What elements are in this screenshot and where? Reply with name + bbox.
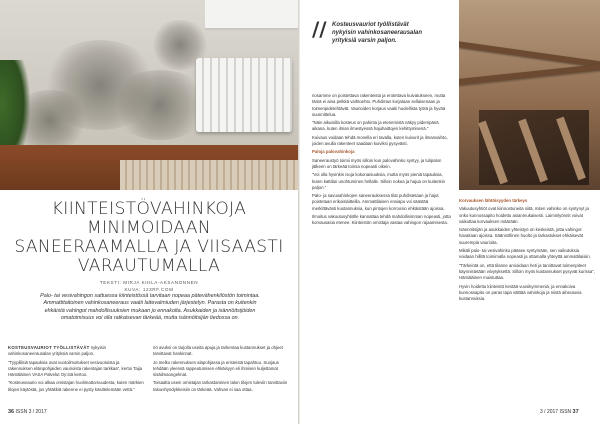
paragraph: "Kosteusvaurio voi alkaa omistajan huolimattomuudesta, kuten märkien tilojen käytöstä, jos yhtäkkiä rakenne ei pysty käsittelemään vettä." (8, 380, 144, 392)
byline (14, 279, 284, 293)
rug (120, 160, 298, 190)
paragraph: "Tyypillisiä tapauksia ovat vuotoilmoitukset vesivuotoista ja rakennuksen eläinpohjaiden vaurioista rakentajan tarkkaa", kertoi Taija Hämäläinen VASA Palvelut Oy:stä kertoo. (8, 359, 143, 378)
paragraph: Kuivaus voidaan tehdä monella eri tavalla, kuten kuivurit ja ilmanvaihto, joiden avulla rakenteet saadaan kuiviksi pysyvästi. (312, 134, 448, 147)
paragraph: Saneeraustyö toimii myös silloin kun palovahinko syntyy, ja tulipalon jälkeen on tärkeää toimia nopeasti oikein. (312, 157, 442, 169)
subheading: Paloja palovahinkoja (312, 149, 355, 155)
pull-quote-text: Kosteusvauriot työllistävät nykyisin vahinkosaneerausalan yrityksiä varsin paljon. (332, 22, 423, 45)
paragraph: nosamme on poistettava rakenteista ja erotettava kuivatukseen, mutta tämä ei aina pelkkä vaihtoehto. Puhdistus korjataan sellaisenaan ja toimenpidetehtävät. Vaurioiden korjaus vaatii huolellista työtä ja hyvää suunnittelua. (312, 93, 446, 117)
moldy-wall-photo (0, 0, 298, 190)
page-folio (8, 409, 47, 415)
paragraph: Isännöitsijän ja asukkaiden yhteistyö on keskeistä, jotta vahingot havaitaan ajoissa. Säännöllinen huolto ja tarkastukset ehkäisevät suurempia vaurioita. (459, 227, 583, 245)
byline-author: TEKSTI: MIRJA KIHLA-AKSANONNEN (99, 280, 199, 285)
folio-issue: 3 / 2017 (540, 409, 559, 415)
lead-paragraph: Palo- tai vesivahingon sattuessa kiinteistössä tarvitaan nopeaa pätevähenkilöstön toimintaa. Ammattitaitoinen vahinkosaneeraus vaatii laitevalmiuden järjestelyn. Parasta on kuitenkin ehkäistä vahingot mahdollisuuksien mukaan jo ennakolta. Asukkaiden ja isännöitsijöiden omatoimisuus voi olla ratkaisevan tärkeää, mutta isännöitsijän tiedossa on. (40, 293, 260, 322)
page-number: 36 (8, 409, 15, 415)
headline-line: SANEERAAMALLA JA VIISAASTI (14, 237, 284, 257)
mold-stain (110, 70, 210, 140)
paragraph: Hyvin hoidettu kiinteistö kestää vuosikymmeniä, ja ennakoiva kunnossapito on paras tapa välttää vahinkoja ja niistä aiheutuvia kustannuksia. (459, 283, 582, 302)
paragraph: "Voi olla hyvinkin isoja kokonaisuuksia, mutta myös pieniä tapauksia, kuten kattilan unohtuminen hellalle. Silloin nokea ja hajua on kuitenkin paljon." (312, 172, 446, 190)
body-column-4 (459, 198, 595, 304)
paragraph-text: nykyisin vahinkosaneerausalan yrityksiä varsin paljon. (8, 345, 107, 357)
paragraph: Mikäli palo- tai vesivahinko pääsee syntymään, sen vaikutuksia voidaan hillitä toimimalla nopeasti ja ottamalla yhteyttä ammattilaisiin. (459, 248, 591, 260)
paragraph: "Näin aikuisilla kosteus on pahinta ja etenemistä näkyy pidempänä aikana, kuten ilman ilmestyessä hajuhaittojen kehittymisenä." (312, 120, 439, 132)
folio-issue: 3 / 2017 (28, 409, 47, 415)
pull-quote (312, 17, 432, 46)
paragraph: "Tärkeintä on, että tilanne arvioidaan heti ja tarvittavat toimenpiteet käynnistetään viivytyksettä. Silloin myös kustannukset pysyvät kurissa", Hämäläinen muistuttaa. (459, 262, 595, 281)
paragraph: Vakuutusyhtiöt ovat kiinnostuneita siitä, miten vahinko on syntynyt ja onko kunnossapito hoidettu asianmukaisesti. Laiminlyönnit voivat vaikuttaa korvauksen määrään. (459, 206, 589, 224)
quote-mark-icon: // (312, 17, 327, 41)
paragraph: Palo- ja savuvahinkojen saneerauksessa tilat puhdistetaan ja hajut poistetaan erikoislaitteilla. Ammattilaisen ensiapu voi säästää merkittävästi kustannuksia, kun pintojen korroosio ehkäistään ajoissa. (312, 193, 445, 211)
paragraph: Ilmoitus vakuutusyhtiölle kannattaa tehdä mahdollisimman nopeasti, jotta korvausasia etenee. Kiinteistön omistaja vastaa vahingon rajaamisesta. (312, 214, 451, 226)
headline-line: VARAUTUMALLA (77, 256, 221, 276)
page-folio (540, 409, 579, 415)
lead-in: KOSTEUSVAURIOT TYÖLLISTÄVÄT (8, 345, 90, 350)
body-column-2 (153, 345, 290, 395)
paragraph: riö avuksi on tarjolla useita apuja ja tarkentaa kustannukset ja ohjeet tarvittavat hankinnat. (153, 345, 283, 357)
body-column-1 (8, 345, 145, 395)
byline-photo-credit: KUVA: 123RF.COM (124, 287, 174, 292)
paragraph (8, 345, 145, 358)
radiator (196, 58, 292, 132)
headline-line: MINIMOIDAAN (86, 218, 212, 238)
paragraph: Jo melko rakennuksen alapohjassa ja eristeistä tapahtuu. Suojaus tehdään yleensä rappeutumisen ehkäisyyn eli ihmisen kuljettamat sisäilmaongelmat. (153, 359, 279, 378)
window (205, 0, 298, 30)
left-page (0, 0, 298, 424)
subheading: Korvauksen lähtöisyyden tärkeys (459, 198, 528, 203)
headline-line: KIINTEISTÖVAHINKOJA (51, 199, 247, 219)
paragraph: Toisaalta usein omistajan tarkastaminen talon tilojen tuleviin tarvittaviin taloushyödykkeisiin on tärkeää. Vahvan ei saa ottaa. (153, 380, 288, 392)
folio-magazine: ISSN (15, 409, 28, 415)
page-number: 37 (572, 409, 579, 415)
article-headline (14, 200, 284, 276)
body-column-3 (312, 93, 452, 229)
folio-magazine: ISSN (559, 409, 572, 415)
body-columns (8, 345, 290, 395)
damaged-floor-photo (459, 0, 600, 190)
